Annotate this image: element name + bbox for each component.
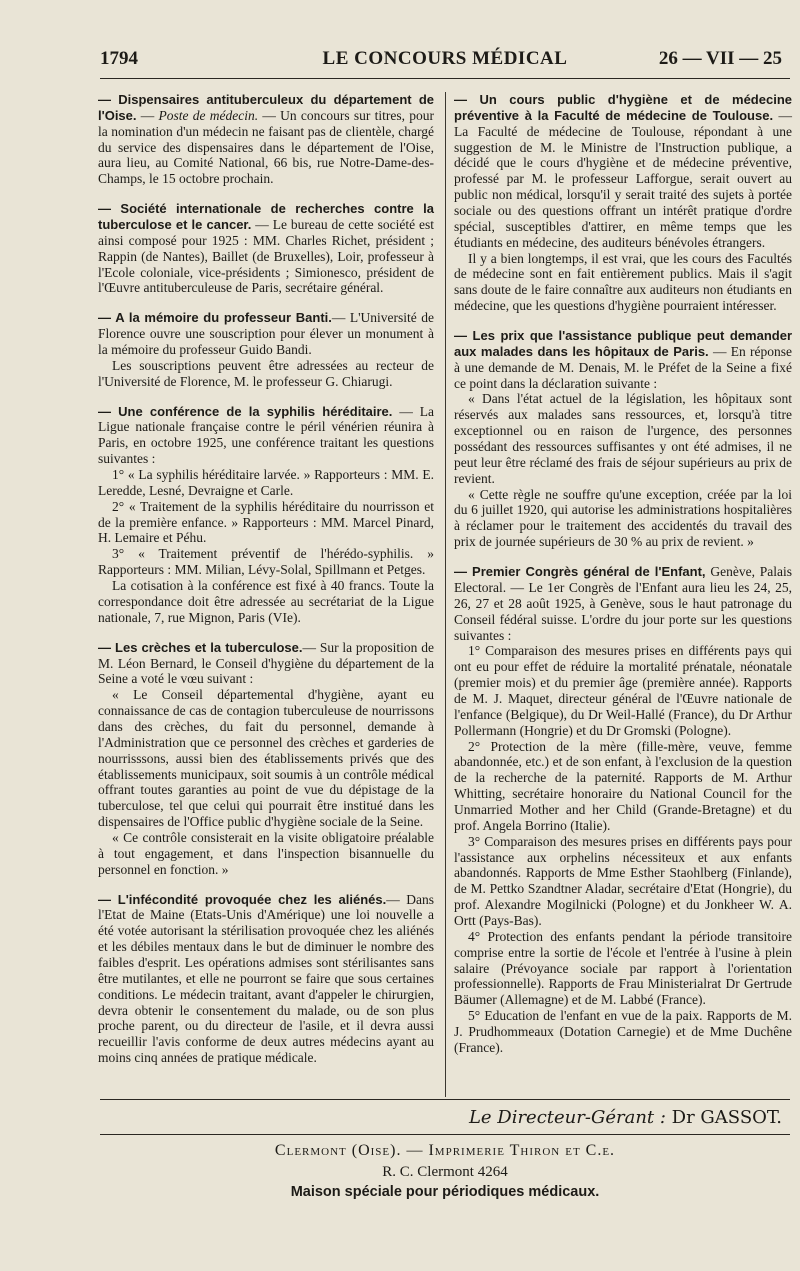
article-societe: [98, 201, 434, 296]
article-dispensaires: [98, 92, 434, 187]
article-heading: — A la mémoire du professeur Banti.: [98, 310, 332, 326]
column-divider: [445, 92, 446, 1097]
article-text: — Un cours public d'hygiène et de médecine préventive à la Faculté de médecine de Toulouse. — La Faculté de médecine de Toulouse, répondant à une suggestion de M. le Ministre de l'Instruction publique, a décidé que le cours d'hygiène et de médecine préventive, professé par M. le professeur Lafforgue, serait ouvert au public non médical, lorsqu'il y serait traité des sujets à portée sociale ou des questions offrant un intérêt pratique d'ordre spécial, susceptibles d'attirer, en même temps que les étudiants en médecine, des auditeurs bénévoles étrangers.: [454, 92, 792, 250]
article-cours-toulouse: [454, 92, 792, 314]
article-heading: — Dispensaires antituberculeux du département de l'Oise.: [98, 92, 434, 123]
article-text: 2° « Traitement de la syphilis héréditaire du nourrisson et de la première enfance. » Rapporteurs : MM. Marcel Pinard, H. Lemaire et Péhu.: [98, 498, 434, 546]
issue-date: 26 — VII — 25: [658, 48, 782, 69]
article-text: « Dans l'état actuel de la législation, les hôpitaux sont réservés aux malades sans ressources, et, lorsqu'à titre exceptionnel ou en raison de l'urgence, des personnes possédant des ressources suffisantes y ont été admises, il ne peut leur être réclamé des frais de séjour supérieurs au prix de revient.: [454, 391, 792, 486]
article-text: — Les crèches et la tuberculose.— Sur la proposition de M. Léon Bernard, le Conseil d'hygiène du département de la Seine a voté le vœu suivant :: [98, 639, 434, 687]
article-text: « Ce contrôle consisterait en la visite obligatoire préalable à tout engagement, et dans l'inspection bisannuelle du personnel en fonction. »: [98, 829, 434, 877]
article-text: 1° « La syphilis héréditaire larvée. » Rapporteurs : MM. E. Leredde, Lesné, Devraigne et Carle.: [98, 467, 434, 498]
article-heading: — Les crèches et la tuberculose.: [98, 639, 303, 655]
directeur-name: Dr GASSOT.: [671, 1107, 782, 1128]
right-column: [454, 92, 792, 1070]
article-syphilis: [98, 404, 434, 626]
article-text: 4° Protection des enfants pendant la période transitoire comprise entre la sortie de l'école et l'entrée à l'usine à plein salaire (Prévoyance sociale par rapport à l'orientation professionnelle). Rapports de Frau Ministerialrat Dr Gertrude Bäumer (Allemagne) et de M. Labbé (France).: [454, 928, 792, 1008]
footer-rule-bottom: [100, 1134, 790, 1135]
directeur-line: [100, 1107, 782, 1128]
page-number: 1794: [100, 48, 138, 69]
article-text: « Cette règle ne souffre qu'une exception, créée par la loi du 6 juillet 1920, qui autorise les administrations hospitalières à réclamer pour le traitement des accidentés du travail des prix de journée supérieurs de 30 % au prix de revient. »: [454, 486, 792, 550]
article-congres-enfant: [454, 564, 792, 1056]
journal-title: LE CONCOURS MÉDICAL: [322, 48, 568, 69]
directeur-label: Le Directeur-Gérant :: [468, 1107, 666, 1128]
article-text: — Les prix que l'assistance publique peut demander aux malades dans les hôpitaux de Paris. — En réponse à une demande de M. Denais, M. le Préfet de la Seine a fixé ce point dans la déclaration suivante :: [454, 328, 793, 391]
page-header: [100, 48, 790, 76]
article-text: La cotisation à la conférence est fixé à 40 francs. Toute la correspondance doit être adressée au secrétariat de la Ligue nationale, 7, rue Mignon, Paris (VIe).: [98, 578, 434, 625]
article-text: 3° « Traitement préventif de l'hérédo-syphilis. » Rapporteurs : MM. Milian, Lévy-Solal, Spillmann et Petges.: [98, 546, 434, 578]
article-text: 5° Education de l'enfant en vue de la paix. Rapports de M. J. Prudhommeaux (Dotation Carnegie) et de Mme Duchêne (France).: [454, 1008, 792, 1055]
article-subheading: Poste de médecin.: [158, 107, 259, 123]
article-prix-hopitaux: [454, 328, 792, 550]
article-text: — Dispensaires antituberculeux du département de l'Oise. — Poste de médecin. — Un concours sur titres, pour la nomination d'un médecin ne faisant pas de clientèle, chargé du service des dispensaires dans le département de l'Oise, aura lieu, au Comité National, 66 bis, rue Notre-Dame-des-Champs, le 15 octobre prochain.: [98, 92, 435, 187]
article-heading: — Premier Congrès général de l'Enfant,: [454, 564, 706, 580]
left-column: [98, 92, 434, 1080]
article-heading: — Société internationale de recherches contre la tuberculose et le cancer.: [98, 201, 434, 233]
rc-line: R. C. Clermont 4264: [382, 1164, 508, 1180]
footer-rule-top: [100, 1099, 790, 1100]
article-heading: — Les prix que l'assistance publique peut demander aux malades dans les hôpitaux de Paris.: [454, 328, 792, 359]
printer-line: Clermont (Oise). — Imprimerie Thiron et C.e.: [274, 1142, 616, 1159]
article-text: Les souscriptions peuvent être adressées au recteur de l'Université de Florence, M. le professeur G. Chiarugi.: [98, 357, 434, 389]
article-creches: [98, 640, 434, 878]
article-heading: — Une conférence de la syphilis héréditaire.: [98, 403, 393, 419]
article-text: — Une conférence de la syphilis héréditaire. — La Ligue nationale française contre le péril vénérien réunira à Paris, en octobre 1925, une conférence traitant les questions suivantes :: [98, 403, 434, 467]
specialty-line: Maison spéciale pour périodiques médicaux.: [290, 1184, 600, 1200]
article-text: — Premier Congrès général de l'Enfant, Genève, Palais Electoral. — Le 1er Congrès de l'Enfant aura lieu les 24, 25, 26, 27 et 28 août 1925, à Genève, sous le haut patronage du Conseil fédéral suisse. L'ordre du jour porte sur les questions suivantes :: [454, 564, 792, 643]
article-text: 1° Comparaison des mesures prises en différents pays qui ont eu pour effet de réduire la mortalité prénatale, néonatale (premier mois) et du premier âge (première année). Rapports de M. J. Maquet, directeur général de l'Œuvre nationale de l'enfance (Belgique), du Dr Weil-Hallé (France), du Dr Arthur Pollermann (Hongrie) et du Dr Gromski (Pologne).: [454, 643, 792, 738]
article-text: 3° Comparaison des mesures prises en différents pays pour l'assistance aux orphelins nécessiteux et aux enfants abandonnés. Rapports de Mme Esther Staohlberg (Finlande), de M. Pettko Szandtner Aladar, secrétaire d'Etat (Hongrie), du prof. Alexandre Mogilnicki (Pologne) et du Jonkheer W. A. Ortt (Pays-Bas).: [454, 833, 792, 928]
article-text: — Société internationale de recherches contre la tuberculose et le cancer. — Le bureau de cette société est ainsi composé pour 1925 : MM. Charles Richet, président ; Rappin (de Nantes), Baillet (de Bruxelles), Loir, professeur à l'Ecole coloniale, vice-présidents ; Simionesco, président de l'Œuvre antituberculeuse de Paris, secrétaire général.: [98, 201, 434, 296]
article-text: 2° Protection de la mère (fille-mère, veuve, femme abandonnée, etc.) et de son enfant, à l'exclusion de la question de la recherche de la paternité. Rapports de M. Arthur Whitting, secrétaire honoraire du National Council for the Unmarried Mother and her Child (Grande-Bretagne) et du prof. Angela Borrino (Italie).: [454, 738, 792, 833]
article-text: — A la mémoire du professeur Banti.— L'Université de Florence ouvre une souscription pour élever un monument à la mémoire du professeur Guido Bandi.: [98, 310, 435, 358]
article-heading: — L'infécondité provoquée chez les aliénés.: [98, 891, 387, 907]
article-text: — L'infécondité provoquée chez les aliénés.— Dans l'Etat de Maine (Etats-Unis d'Amérique) une loi nouvelle a été votée autorisant la stérilisation provoquée chez les aliénés et les débiles mentaux dans le but de diminuer le nombre des faibles d'esprit. Les opérations admises sont stérilisantes sans être mutilantes, et elle ne pourront se faire que sous certaines conditions. Le médecin traitant, avant d'appeler le chirurgien, devra obtenir le consentement du malade, ou de son plus proche parent, ou du directeur de l'asile, et il devra aussi recueillir l'avis conforme de deux autres médecins ayant au moins cinq années de pratique médicale.: [98, 891, 434, 1066]
header-rule: [100, 78, 790, 79]
article-banti: [98, 310, 434, 389]
article-infecondite: [98, 892, 434, 1066]
article-text: Il y a bien longtemps, il est vrai, que les cours des Facultés de médecine sont en fait entièrement publics. Mais il s'agit sans doute de le faire connaître aux auditeurs non étudiants en médecine, que les questions d'hygiène pourraient intéresser.: [454, 250, 792, 314]
article-text: « Le Conseil départemental d'hygiène, ayant eu connaissance de cas de contagion tuberculeuse de nourrissons dans des crèches, du fait du personnel, demande à l'Administration que ce personnel des crèches et garderies de nourrisssons, aussi bien des établissements privés que des établissements municipaux, soit soumis à un contrôle médical offrant toutes garanties au point de vue du dépistage de la tuberculose, tel que celui qui pourrait être institué dans les dispensaires de l'Office public d'hygiène sociale de la Seine.: [98, 687, 434, 830]
article-heading: — Un cours public d'hygiène et de médecine préventive à la Faculté de médecine de Toulouse.: [454, 92, 792, 123]
